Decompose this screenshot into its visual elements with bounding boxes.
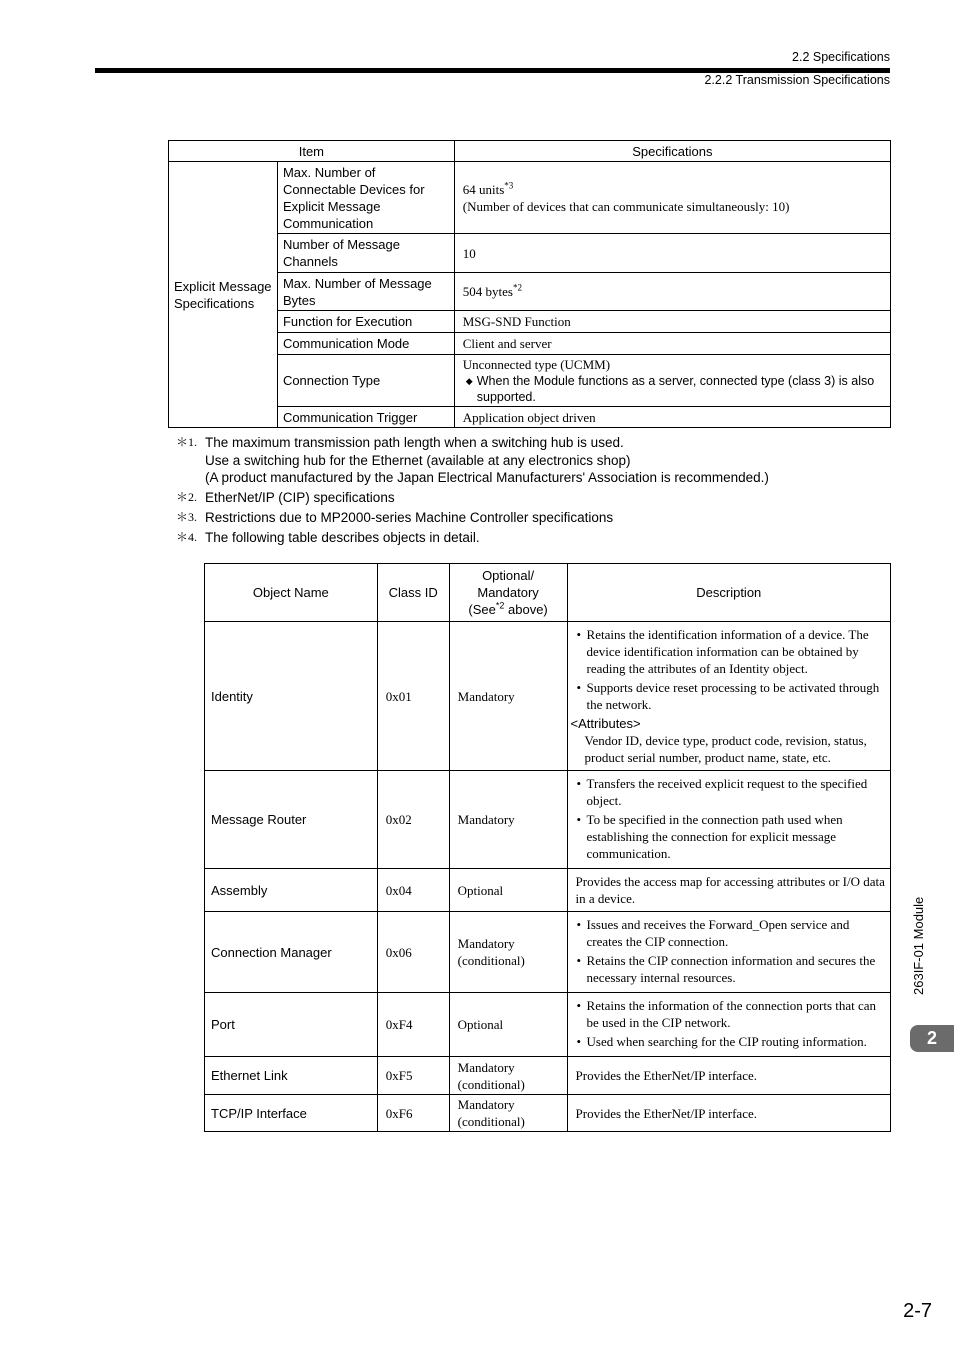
bullet-text: Retains the CIP connection information and secures the necessary internal resources. [586,953,876,985]
table-row [205,771,891,869]
class-id: 0x04 [377,869,449,912]
bullet-item: • Supports device reset processing to be activated through the network. [576,680,880,712]
spec-cell [454,355,890,407]
optional-mandatory: Mandatory [449,771,567,869]
bullet-text: Used when searching for the CIP routing information. [586,1034,867,1049]
header-line: Mandatory [477,585,539,600]
om-line: Mandatory [457,1059,515,1075]
table-row [205,1095,891,1132]
item-cell: Function for Execution [277,311,454,333]
table-row [169,407,891,428]
optional-mandatory: Optional [449,869,567,912]
bullet-item: • To be specified in the connection path used when establishing the connection for explicit message communication. [576,812,843,861]
object-name: Identity [205,622,378,771]
col-header-item: Item [169,141,455,162]
chapter-tab: 2 [910,1025,954,1052]
class-id: 0x06 [377,912,449,993]
table-header-row [169,141,891,162]
optional-mandatory [449,1057,567,1095]
footnote-line: The following table describes objects in detail. [205,530,480,545]
optional-mandatory [449,912,567,993]
class-id: 0x01 [377,622,449,771]
footnote [176,489,769,507]
optional-mandatory [449,1095,567,1132]
om-line: Mandatory [457,936,515,951]
footnote-mark: ＊4. [176,530,198,544]
item-cell: Connection Type [277,355,454,407]
class-id: 0x02 [377,771,449,869]
description [567,993,890,1057]
om-line: Mandatory [457,1097,515,1112]
spec-cell: Client and server [454,333,890,355]
description [567,622,890,771]
description: Provides the EtherNet/IP interface. [567,1095,890,1132]
footnote-line: Restrictions due to MP2000-series Machine Controller specifications [205,510,614,525]
object-name: Assembly [205,869,378,912]
header-line: Optional/ [482,568,535,583]
spec-subnote [463,373,886,405]
table-row [205,1057,891,1095]
diamond-bullet-icon: ◆ [465,376,473,386]
spec-value: 64 units [462,181,505,197]
table-header-row [205,564,891,622]
class-id: 0xF4 [377,993,449,1057]
description: Provides the access map for accessing attributes or I/O data in a device. [567,869,890,912]
footnote-mark: ＊3. [176,510,198,524]
spec-cell [454,162,890,234]
footnote-line: The maximum transmission path length when a switching hub is used. [205,435,624,450]
subsection-header: 2.2.2 Transmission Specifications [704,73,890,87]
om-line: (conditional) [457,1114,525,1129]
bullet-text: Transfers the received explicit request to the specified object. [586,776,868,808]
spec-cell: MSG-SND Function [454,311,890,333]
footnote-line: Use a switching hub for the Ethernet (available at any electronics shop) [205,452,631,468]
footnote [176,434,769,487]
spec-cell: 10 [454,234,890,273]
cip-object-table [204,563,891,1132]
footnote-mark: ＊2. [176,490,198,504]
item-cell: Communication Mode [277,333,454,355]
subnote-text: When the Module functions as a server, connected type (class 3) is also supported. [476,374,875,404]
spec-cell [454,273,890,311]
bullet-text: Retains the information of the connection ports that can be used in the CIP network. [586,998,877,1030]
table-row [169,311,891,333]
item-cell: Max. Number of Connectable Devices for Explicit Message Communication [277,162,454,234]
footnote [176,509,769,527]
object-name: Ethernet Link [205,1057,378,1095]
bullet-text: Supports device reset processing to be activated through the network. [586,680,880,712]
object-name: TCP/IP Interface [205,1095,378,1132]
bullet-item: • Issues and receives the Forward_Open service and creates the CIP connection. [576,917,850,949]
attributes-text: Vendor ID, device type, product code, revision, status, product serial number, product name, state, etc. [584,733,867,765]
col-header-optional-mandatory [449,564,567,622]
table-row [205,912,891,993]
explicit-message-spec-table [168,140,891,428]
om-line: (conditional) [457,953,525,968]
description [567,912,890,993]
spec-value: 504 bytes [462,284,513,299]
table-row [169,273,891,311]
item-cell: Communication Trigger [277,407,454,428]
optional-mandatory: Mandatory [449,622,567,771]
footnote-ref: *2 [495,600,505,611]
page-number: 2-7 [903,1300,932,1322]
bullet-text: Retains the identification information of a device. The device identification information can be obtained by reading the attributes of an Identity object. [586,627,869,676]
side-chapter-label: 263IF-01 Module [911,896,926,995]
table-row [169,234,891,273]
footnote-mark: ＊1. [176,435,198,449]
footnote-line: (A product manufactured by the Japan Electrical Manufacturers' Association is recommended.) [205,470,769,485]
class-id: 0xF6 [377,1095,449,1132]
description: Provides the EtherNet/IP interface. [567,1057,890,1095]
spec-value: Unconnected type (UCMM) [462,357,611,372]
om-line: (conditional) [457,1076,525,1092]
table-row [205,622,891,771]
bullet-text: To be specified in the connection path used when establishing the connection for explicit message communication. [586,812,843,861]
group-label: Explicit Message Specifications [169,162,278,428]
col-header-object-name: Object Name [205,564,378,622]
table-row [205,869,891,912]
object-name: Port [205,993,378,1057]
col-header-class-id: Class ID [377,564,449,622]
footnote-ref: *3 [504,180,514,191]
table-row [169,333,891,355]
table-row [205,993,891,1057]
bullet-item: • Retains the CIP connection information and secures the necessary internal resources. [576,953,876,985]
spec-detail: (Number of devices that can communicate simultaneously: 10) [462,198,790,214]
class-id: 0xF5 [377,1057,449,1095]
table-row [169,162,891,234]
spec-cell: Application object driven [454,407,890,428]
attributes-label: <Attributes> [570,716,641,731]
optional-mandatory: Optional [449,993,567,1057]
col-header-description: Description [567,564,890,622]
bullet-item: • Retains the information of the connection ports that can be used in the CIP network. [576,998,877,1030]
footnote-ref: *2 [512,282,522,293]
object-name: Connection Manager [205,912,378,993]
object-name: Message Router [205,771,378,869]
header-line: (See [468,602,496,617]
item-cell: Max. Number of Message Bytes [277,273,454,311]
bullet-text: Issues and receives the Forward_Open service and creates the CIP connection. [586,917,850,949]
bullet-item: • Transfers the received explicit request to the specified object. [576,776,868,808]
footnote [176,529,769,547]
col-header-spec: Specifications [454,141,890,162]
footnotes [176,434,769,549]
table-row [169,355,891,407]
header-line: above) [504,602,548,617]
description [567,771,890,869]
bullet-item: • Used when searching for the CIP routing information. [576,1034,867,1049]
section-header: 2.2 Specifications [792,50,890,64]
item-cell: Number of Message Channels [277,234,454,273]
bullet-item: • Retains the identification information of a device. The device identification information can be obtained by reading the attributes of an Identity object. [576,627,869,676]
footnote-line: EtherNet/IP (CIP) specifications [205,490,395,505]
